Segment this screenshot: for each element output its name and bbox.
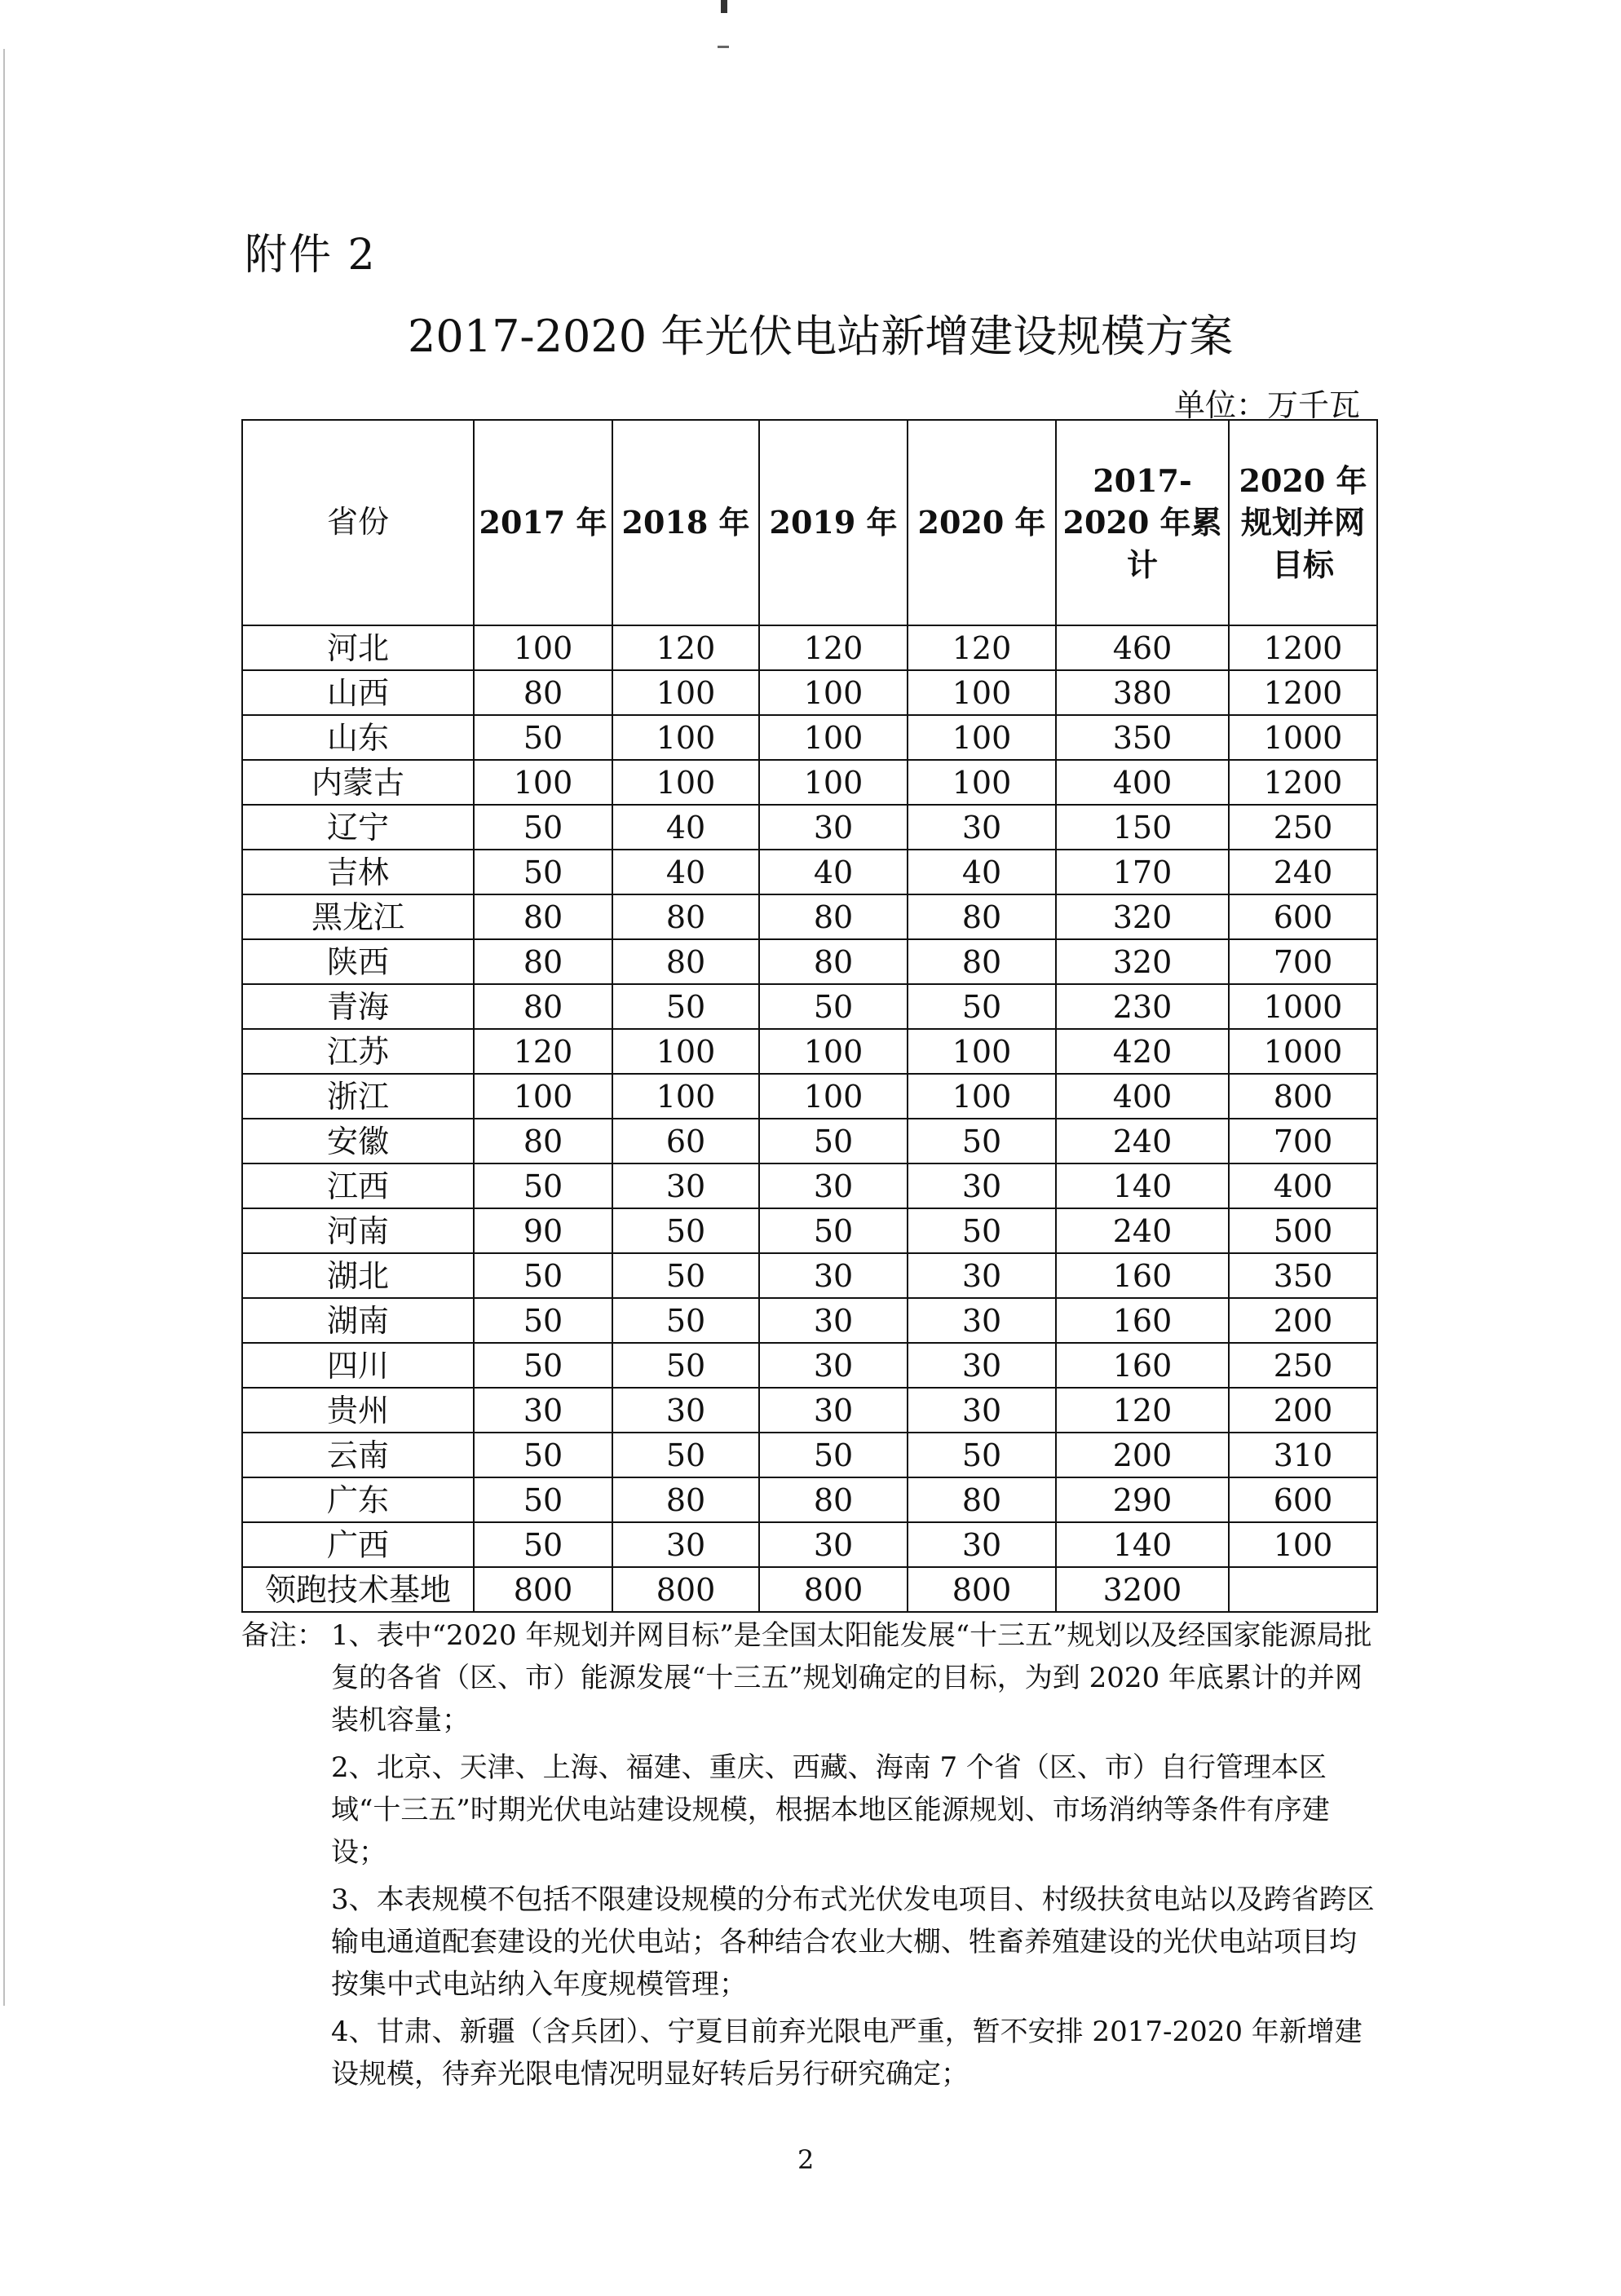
value-cell: 50: [612, 984, 759, 1029]
table-row: [242, 850, 1377, 894]
header-2017: 2017 年: [474, 420, 612, 625]
table-row: [242, 1477, 1377, 1522]
value-cell: 140: [1056, 1522, 1229, 1567]
value-cell: 30: [759, 1388, 908, 1433]
province-cell: 四川: [242, 1343, 474, 1388]
value-cell: 240: [1229, 850, 1377, 894]
value-cell: 100: [908, 715, 1056, 760]
value-cell: 250: [1229, 1343, 1377, 1388]
value-cell: 100: [759, 1074, 908, 1119]
header-2020: 2020 年: [908, 420, 1056, 625]
value-cell: 100: [908, 670, 1056, 715]
value-cell: 30: [759, 1522, 908, 1567]
value-cell: 100: [908, 1029, 1056, 1074]
value-cell: 310: [1229, 1433, 1377, 1477]
value-cell: 700: [1229, 939, 1377, 984]
document-title: 2017-2020 年光伏电站新增建设规模方案: [408, 311, 1234, 362]
value-cell: 50: [612, 1298, 759, 1343]
value-cell: 420: [1056, 1029, 1229, 1074]
value-cell: 50: [612, 1343, 759, 1388]
value-cell: 50: [612, 1433, 759, 1477]
note-first: [241, 1614, 1376, 1742]
value-cell: 50: [474, 1522, 612, 1567]
province-cell: 河南: [242, 1208, 474, 1253]
province-cell: 广东: [242, 1477, 474, 1522]
attachment-label: 附件 2: [245, 231, 377, 280]
value-cell: 80: [474, 939, 612, 984]
value-cell: 400: [1056, 760, 1229, 805]
province-cell: 江西: [242, 1163, 474, 1208]
value-cell: 50: [908, 984, 1056, 1029]
value-cell: 40: [612, 850, 759, 894]
value-cell: 120: [759, 625, 908, 670]
value-cell: 160: [1056, 1343, 1229, 1388]
table-row: [242, 715, 1377, 760]
value-cell: 30: [908, 805, 1056, 850]
value-cell: 30: [908, 1253, 1056, 1298]
value-cell: 800: [759, 1567, 908, 1612]
header-2018: 2018 年: [612, 420, 759, 625]
value-cell: 100: [612, 1074, 759, 1119]
table-row: [242, 1119, 1377, 1163]
value-cell: 30: [908, 1298, 1056, 1343]
value-cell: 230: [1056, 984, 1229, 1029]
province-cell: 贵州: [242, 1388, 474, 1433]
value-cell: 50: [474, 1433, 612, 1477]
note-item: 2、北京、天津、上海、福建、重庆、西藏、海南 7 个省（区、市）自行管理本区域“十三五”时期光伏电站建设规模，根据本地区能源规划、市场消纳等条件有序建设；: [331, 1751, 1330, 1869]
value-cell: 100: [474, 760, 612, 805]
scan-mark: [721, 0, 727, 13]
value-cell: 100: [474, 625, 612, 670]
header-cumulative: 2017-2020 年累计: [1056, 420, 1229, 625]
page-number: 2: [797, 2144, 815, 2175]
value-cell: 30: [759, 1253, 908, 1298]
value-cell: 1000: [1229, 1029, 1377, 1074]
table-row: [242, 1163, 1377, 1208]
note-item: 1、表中“2020 年规划并网目标”是全国太阳能发展“十三五”规划以及经国家能源局批复的各省（区、市）能源发展“十三五”规划确定的目标，为到 2020 年底累计的并网装机容量；: [331, 1619, 1372, 1737]
value-cell: 50: [474, 1253, 612, 1298]
province-cell: 广西: [242, 1522, 474, 1567]
table-row: [242, 670, 1377, 715]
province-cell: 山西: [242, 670, 474, 715]
value-cell: 50: [474, 850, 612, 894]
value-cell: 200: [1229, 1388, 1377, 1433]
value-cell: 800: [612, 1567, 759, 1612]
value-cell: 500: [1229, 1208, 1377, 1253]
value-cell: 30: [759, 1298, 908, 1343]
value-cell: 100: [908, 760, 1056, 805]
value-cell: 80: [759, 894, 908, 939]
value-cell: 80: [474, 984, 612, 1029]
table-row: [242, 984, 1377, 1029]
value-cell: 400: [1056, 1074, 1229, 1119]
table-row: [242, 1433, 1377, 1477]
province-cell: 湖北: [242, 1253, 474, 1298]
value-cell: 100: [1229, 1522, 1377, 1567]
notes-label: 备注：: [241, 1619, 325, 1652]
value-cell: 50: [759, 1433, 908, 1477]
value-cell: 1200: [1229, 760, 1377, 805]
table-row: [242, 1567, 1377, 1612]
value-cell: 240: [1056, 1208, 1229, 1253]
value-cell: 1200: [1229, 670, 1377, 715]
table-row: [242, 1029, 1377, 1074]
province-cell: 领跑技术基地: [242, 1567, 474, 1612]
capacity-table: [241, 419, 1378, 1613]
unit-label: 单位：万千瓦: [1173, 387, 1360, 423]
value-cell: 250: [1229, 805, 1377, 850]
value-cell: 100: [612, 670, 759, 715]
value-cell: 120: [612, 625, 759, 670]
province-cell: 吉林: [242, 850, 474, 894]
province-cell: 云南: [242, 1433, 474, 1477]
value-cell: 50: [759, 984, 908, 1029]
value-cell: 50: [908, 1433, 1056, 1477]
value-cell: 50: [759, 1119, 908, 1163]
table-row: [242, 1388, 1377, 1433]
value-cell: 30: [908, 1388, 1056, 1433]
value-cell: 80: [612, 894, 759, 939]
value-cell: 40: [759, 850, 908, 894]
value-cell: 400: [1229, 1163, 1377, 1208]
value-cell: 380: [1056, 670, 1229, 715]
table-row: [242, 1208, 1377, 1253]
table-body: [242, 625, 1377, 1612]
value-cell: 100: [759, 715, 908, 760]
notes-section: [241, 1614, 1376, 2095]
value-cell: 160: [1056, 1253, 1229, 1298]
value-cell: 600: [1229, 894, 1377, 939]
value-cell: 140: [1056, 1163, 1229, 1208]
note-item: 4、甘肃、新疆（含兵团）、宁夏目前弃光限电严重，暂不安排 2017-2020 年新增建设规模，待弃光限电情况明显好转后另行研究确定；: [331, 2016, 1363, 2091]
header-grid-target: 2020 年规划并网目标: [1229, 420, 1377, 625]
value-cell: 320: [1056, 939, 1229, 984]
value-cell: 30: [759, 1163, 908, 1208]
value-cell: 80: [612, 1477, 759, 1522]
value-cell: 50: [474, 1477, 612, 1522]
value-cell: 120: [908, 625, 1056, 670]
value-cell: 50: [612, 1208, 759, 1253]
value-cell: 800: [908, 1567, 1056, 1612]
value-cell: 100: [759, 1029, 908, 1074]
value-cell: 80: [908, 939, 1056, 984]
value-cell: 50: [474, 1343, 612, 1388]
value-cell: 50: [612, 1253, 759, 1298]
value-cell: 350: [1056, 715, 1229, 760]
table-row: [242, 805, 1377, 850]
value-cell: 240: [1056, 1119, 1229, 1163]
value-cell: 30: [908, 1522, 1056, 1567]
value-cell: 100: [474, 1074, 612, 1119]
value-cell: 80: [908, 1477, 1056, 1522]
value-cell: 80: [474, 894, 612, 939]
province-cell: 陕西: [242, 939, 474, 984]
value-cell: 800: [474, 1567, 612, 1612]
value-cell: 30: [759, 1343, 908, 1388]
value-cell: 50: [908, 1119, 1056, 1163]
value-cell: 30: [908, 1163, 1056, 1208]
value-cell: 100: [759, 670, 908, 715]
value-cell: 600: [1229, 1477, 1377, 1522]
table-row: [242, 1074, 1377, 1119]
scan-edge-line: [3, 49, 5, 2006]
table-row: [242, 1253, 1377, 1298]
value-cell: 100: [612, 1029, 759, 1074]
value-cell: 30: [474, 1388, 612, 1433]
value-cell: 80: [612, 939, 759, 984]
value-cell: 60: [612, 1119, 759, 1163]
value-cell: 290: [1056, 1477, 1229, 1522]
value-cell: 150: [1056, 805, 1229, 850]
value-cell: 200: [1056, 1433, 1229, 1477]
value-cell: 30: [759, 805, 908, 850]
value-cell: 700: [1229, 1119, 1377, 1163]
value-cell: 350: [1229, 1253, 1377, 1298]
value-cell: 50: [759, 1208, 908, 1253]
value-cell: 30: [612, 1388, 759, 1433]
value-cell: 40: [908, 850, 1056, 894]
value-cell: 50: [474, 715, 612, 760]
value-cell: 800: [1229, 1074, 1377, 1119]
value-cell: 100: [908, 1074, 1056, 1119]
table-row: [242, 1298, 1377, 1343]
value-cell: 80: [759, 1477, 908, 1522]
province-cell: 河北: [242, 625, 474, 670]
value-cell: 170: [1056, 850, 1229, 894]
note-item: 3、本表规模不包括不限建设规模的分布式光伏发电项目、村级扶贫电站以及跨省跨区输电通道配套建设的光伏电站；各种结合农业大棚、牲畜养殖建设的光伏电站项目均按集中式电站纳入年度规模管理；: [331, 1883, 1375, 2001]
table-row: [242, 1343, 1377, 1388]
value-cell: 80: [474, 670, 612, 715]
province-cell: 内蒙古: [242, 760, 474, 805]
value-cell: 80: [474, 1119, 612, 1163]
table-header-row: [242, 420, 1377, 625]
value-cell: 200: [1229, 1298, 1377, 1343]
value-cell: 30: [612, 1163, 759, 1208]
value-cell: 80: [759, 939, 908, 984]
header-province: 省份: [242, 420, 474, 625]
value-cell: 40: [612, 805, 759, 850]
table-row: [242, 625, 1377, 670]
scan-mark: [718, 46, 729, 48]
value-cell: 50: [474, 1163, 612, 1208]
province-cell: 安徽: [242, 1119, 474, 1163]
value-cell: 1000: [1229, 984, 1377, 1029]
header-2019: 2019 年: [759, 420, 908, 625]
value-cell: 50: [474, 805, 612, 850]
value-cell: 90: [474, 1208, 612, 1253]
value-cell: 120: [1056, 1388, 1229, 1433]
value-cell: 100: [612, 715, 759, 760]
table-row: [242, 894, 1377, 939]
value-cell: 30: [908, 1343, 1056, 1388]
value-cell: 320: [1056, 894, 1229, 939]
value-cell: 30: [612, 1522, 759, 1567]
value-cell: [1229, 1567, 1377, 1612]
table-row: [242, 760, 1377, 805]
table-row: [242, 939, 1377, 984]
province-cell: 青海: [242, 984, 474, 1029]
value-cell: 100: [759, 760, 908, 805]
value-cell: 100: [612, 760, 759, 805]
table-row: [242, 1522, 1377, 1567]
value-cell: 50: [474, 1298, 612, 1343]
province-cell: 山东: [242, 715, 474, 760]
province-cell: 浙江: [242, 1074, 474, 1119]
value-cell: 1200: [1229, 625, 1377, 670]
value-cell: 3200: [1056, 1567, 1229, 1612]
province-cell: 黑龙江: [242, 894, 474, 939]
province-cell: 湖南: [242, 1298, 474, 1343]
province-cell: 辽宁: [242, 805, 474, 850]
value-cell: 50: [908, 1208, 1056, 1253]
value-cell: 120: [474, 1029, 612, 1074]
value-cell: 460: [1056, 625, 1229, 670]
value-cell: 80: [908, 894, 1056, 939]
value-cell: 160: [1056, 1298, 1229, 1343]
province-cell: 江苏: [242, 1029, 474, 1074]
value-cell: 1000: [1229, 715, 1377, 760]
